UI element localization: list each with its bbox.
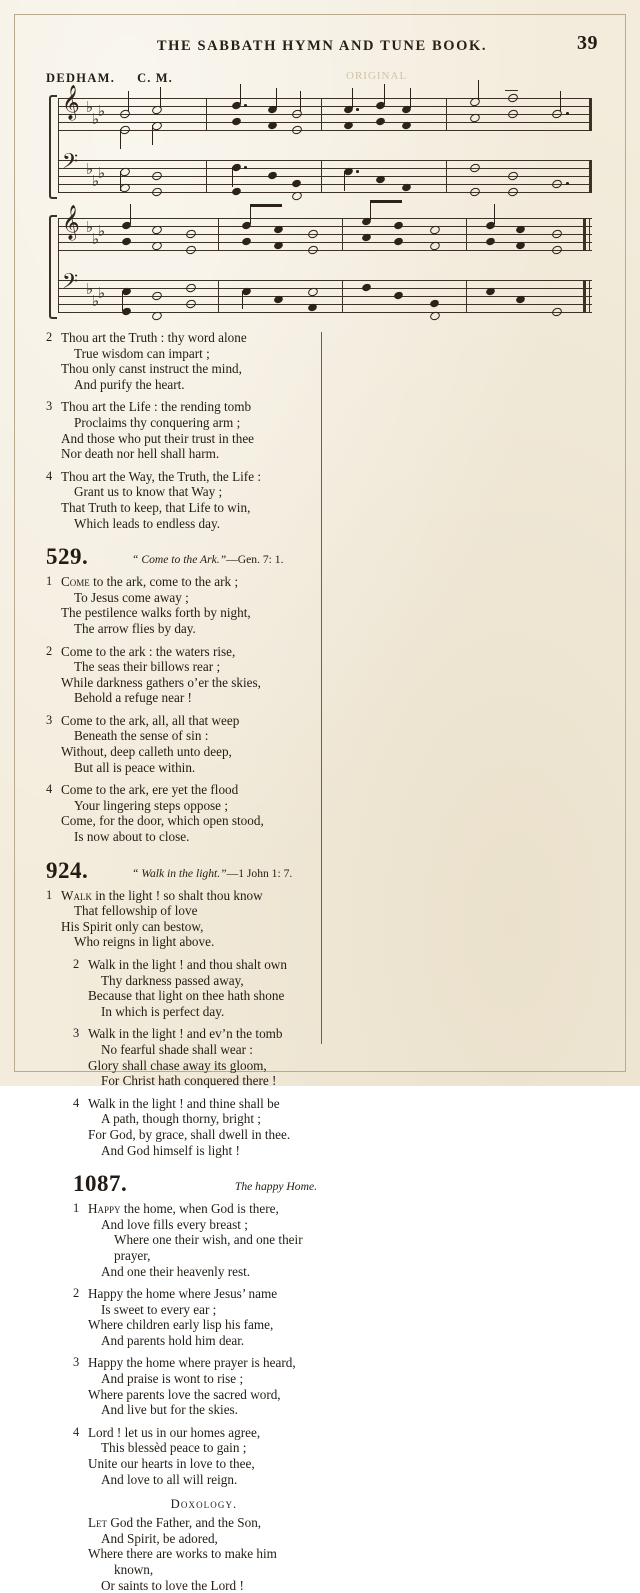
flat-icon: ♭ <box>92 112 100 128</box>
barline <box>321 98 322 130</box>
augmentation-dot <box>244 166 247 169</box>
doxology-line: Where there are works to make him <box>88 1546 277 1562</box>
hymn-number: 529. <box>46 544 89 570</box>
verse-number: 1 <box>46 574 53 589</box>
verse-line: Happy the home, when God is there, <box>88 1201 279 1217</box>
verse-line: That fellowship of love <box>74 903 198 919</box>
note-stem <box>494 204 495 224</box>
system-brace <box>49 95 57 199</box>
note-stem <box>160 87 161 107</box>
note-stem <box>240 84 241 104</box>
verse <box>73 1096 335 1158</box>
augmentation-dot <box>566 182 569 185</box>
verse-number: 2 <box>73 957 80 971</box>
flat-icon: ♭ <box>98 286 106 302</box>
verse-line: Nor death nor hell shall harm. <box>61 446 220 462</box>
verse-line: And praise is wont to rise ; <box>101 1371 244 1387</box>
note-stem <box>152 125 153 145</box>
barline <box>342 218 343 250</box>
verse-line: For God, by grace, shall dwell in thee. <box>88 1126 291 1142</box>
barline-final <box>589 160 592 192</box>
verse-line: Thou art the Truth : thy word alone <box>61 330 247 345</box>
note-stem <box>410 88 411 108</box>
verse-line: Walk in the light ! and thine shall be <box>88 1095 280 1111</box>
verse-first-word: Come <box>61 574 90 590</box>
flat-icon: ♭ <box>98 166 106 182</box>
verse <box>46 399 308 461</box>
verse-line: Unite our hearts in love to thee, <box>88 1456 255 1472</box>
verse-line: Grant us to know that Way ; <box>74 484 223 500</box>
verse-line: And love fills every breast ; <box>101 1216 248 1232</box>
verse <box>73 957 335 1019</box>
verse-line: Behold a refuge near ! <box>74 690 192 706</box>
hymn-subtitle <box>132 553 283 566</box>
hymn-subtitle-quote: “ Come to the Ark.” <box>132 553 227 567</box>
barline <box>342 280 343 312</box>
verse-line: In which is perfect day. <box>101 1003 225 1019</box>
right-column <box>73 957 335 1593</box>
flat-icon: ♭ <box>86 162 94 178</box>
doxology-heading: Doxology. <box>170 1497 238 1512</box>
verse-line: prayer, <box>114 1247 151 1263</box>
treble-clef-icon: 𝄞 <box>62 206 80 239</box>
note <box>121 307 132 317</box>
verse-line: Walk in the light ! and thou shalt own <box>88 957 287 972</box>
verse-number: 1 <box>73 1201 80 1216</box>
barline-final <box>589 218 590 250</box>
verse-number: 4 <box>46 468 53 483</box>
verse-line: For Christ hath conquered there ! <box>101 1073 277 1089</box>
beam <box>370 200 402 203</box>
verse-number: 3 <box>73 1355 80 1370</box>
bass-clef-icon: 𝄢 <box>62 271 79 298</box>
tune-meter: C. M. <box>137 71 173 85</box>
hymn-number: 924. <box>46 857 89 883</box>
flat-icon: ♭ <box>98 104 106 120</box>
note-stem <box>384 84 385 104</box>
hymn-subtitle-ref: —Gen. 7: 1. <box>226 553 284 567</box>
note-stem <box>120 129 121 149</box>
verse <box>46 888 308 950</box>
verse-line: Where children early lisp his fame, <box>88 1317 274 1333</box>
verse-line: Come to the ark : the waters rise, <box>61 643 236 659</box>
verse-line: This blessèd peace to gain ; <box>101 1440 247 1456</box>
doxology-line: And Spirit, be adored, <box>101 1530 218 1546</box>
verse <box>46 713 308 775</box>
barline-final <box>583 218 586 250</box>
hymn-heading-1087 <box>73 1171 335 1197</box>
column-divider <box>321 332 322 1044</box>
augmentation-dot <box>244 104 247 107</box>
beam <box>250 204 282 207</box>
verse-line: Come to the ark, come to the ark ; <box>61 574 239 590</box>
flat-icon: ♭ <box>86 100 94 116</box>
verse-line: Walk in the light ! and ev’n the tomb <box>88 1026 283 1042</box>
verse-line: Thou art the Life : the rending tomb <box>61 399 252 415</box>
verse-line: But all is peace within. <box>74 759 196 775</box>
tune-name: DEDHAM. <box>46 71 116 85</box>
barline <box>446 160 447 192</box>
hymn-subtitle <box>132 867 292 880</box>
note-stem <box>300 91 301 111</box>
verse-line: Lord ! let us in our homes agree, <box>88 1424 261 1440</box>
verse <box>46 644 308 706</box>
verse-line: Come to the ark, ere yet the flood <box>61 782 239 798</box>
verse-number: 4 <box>73 1095 80 1110</box>
music-system-2 <box>46 206 598 322</box>
verse-number: 2 <box>73 1286 80 1301</box>
verse-line: Thy darkness passed away, <box>101 972 244 988</box>
verse-line: Who reigns in light above. <box>74 934 215 950</box>
barline-final <box>583 280 586 312</box>
verse <box>73 1425 335 1487</box>
music-notation <box>46 86 598 322</box>
note-stem <box>232 167 233 187</box>
barline <box>466 280 467 312</box>
verse-line: Your lingering steps oppose ; <box>74 797 228 813</box>
note-stem <box>352 88 353 108</box>
verse <box>73 1355 335 1417</box>
verse <box>46 782 308 844</box>
running-head: THE SABBATH HYMN AND TUNE BOOK. <box>156 38 488 54</box>
verse-number: 1 <box>46 887 53 902</box>
hymn-subtitle-quote: “ Walk in the light.” <box>132 866 227 880</box>
note-stem <box>560 91 561 111</box>
verse-line: Beneath the sense of sin : <box>74 728 209 744</box>
flat-icon: ♭ <box>92 232 100 248</box>
flat-icon: ♭ <box>86 220 94 236</box>
verse <box>73 1026 335 1088</box>
hymn-subtitle: The happy Home. <box>234 1180 317 1194</box>
augmentation-dot <box>356 108 359 111</box>
verse <box>73 1286 335 1348</box>
ledger-line <box>505 90 518 91</box>
verse-line: Where one their wish, and one their <box>114 1232 303 1248</box>
verse-line: No fearful shade shall wear : <box>101 1041 253 1057</box>
verse-line: Is now about to close. <box>74 829 190 845</box>
verse-line: The seas their billows rear ; <box>74 659 221 675</box>
verse-line: Without, deep calleth unto deep, <box>61 744 232 760</box>
verse-line: True wisdom can impart ; <box>74 345 210 361</box>
barline <box>206 98 207 130</box>
verse <box>46 330 308 392</box>
note-stem <box>344 171 345 191</box>
verse-line: Come, for the door, which open stood, <box>61 813 264 829</box>
system-brace <box>49 215 57 319</box>
verse <box>46 574 308 636</box>
verse-line: And those who put their trust in thee <box>61 430 255 446</box>
verse-line: Come to the ark, all, all that weep <box>61 712 240 728</box>
barline-final <box>589 280 590 312</box>
doxology-first-word: Let <box>88 1515 108 1531</box>
verse-number: 3 <box>73 1026 80 1041</box>
flat-icon: ♭ <box>92 174 100 190</box>
verse-line: Is sweet to every ear ; <box>101 1301 217 1317</box>
flat-icon: ♭ <box>92 294 100 310</box>
augmentation-dot <box>356 170 359 173</box>
verse <box>46 469 308 531</box>
verse <box>73 1201 335 1279</box>
barline <box>321 160 322 192</box>
verse-number: 3 <box>46 712 53 727</box>
verse-line: A path, though thorny, bright ; <box>101 1111 261 1127</box>
hymn-number: 1087. <box>73 1171 128 1197</box>
doxology-line: known, <box>114 1562 154 1577</box>
note-stem <box>370 200 371 220</box>
bass-clef-icon: 𝄢 <box>62 151 79 178</box>
verse-line: The arrow flies by day. <box>74 620 196 636</box>
verse-line: That Truth to keep, that Life to win, <box>61 499 251 515</box>
verse-number: 4 <box>73 1424 80 1439</box>
barline <box>58 98 59 193</box>
verse-line: Proclaims thy conquering arm ; <box>74 414 241 430</box>
verse-line: Happy the home where Jesus’ name <box>88 1286 278 1302</box>
verse-line: Where parents love the sacred word, <box>88 1386 281 1402</box>
verse-line: Which leads to endless day. <box>74 515 220 531</box>
bleedthrough-text: ORIGINAL <box>346 70 408 82</box>
verse-number: 2 <box>46 330 53 344</box>
barline <box>218 218 219 250</box>
verse-line: To Jesus come away ; <box>74 589 189 605</box>
doxology-line: Or saints to love the Lord ! <box>101 1577 244 1593</box>
verse-line: Happy the home where prayer is heard, <box>88 1355 296 1371</box>
barline <box>466 218 467 250</box>
note-stem <box>242 291 243 309</box>
verse-line: The pestilence walks forth by night, <box>61 605 251 621</box>
flat-icon: ♭ <box>98 224 106 240</box>
verse-line: Glory shall chase away its gloom, <box>88 1057 267 1073</box>
note-stem <box>276 88 277 108</box>
barline <box>58 218 59 313</box>
barline <box>218 280 219 312</box>
verse-line: And God himself is light ! <box>101 1142 240 1158</box>
note-stem <box>130 204 131 224</box>
verse-first-word: Happy <box>88 1201 121 1217</box>
note-stem <box>478 80 479 100</box>
verse-first-word: Walk <box>61 887 92 903</box>
page-number: 39 <box>577 32 598 54</box>
note-stem <box>250 204 251 224</box>
verse-number: 2 <box>46 643 53 658</box>
barline <box>446 98 447 130</box>
bass-staff-lines <box>58 280 592 313</box>
verse-line: Walk in the light ! so shalt thou know <box>61 887 263 903</box>
note-stem <box>128 91 129 111</box>
note <box>231 187 242 197</box>
tune-heading <box>46 71 598 86</box>
verse-number: 4 <box>46 782 53 797</box>
verse-line: And parents hold him dear. <box>101 1332 245 1348</box>
verse-line: And purify the heart. <box>74 376 185 392</box>
barline-final <box>589 98 592 130</box>
doxology-body: Let God the Father, and the Son, And Spirit, be adored, Where there are works to make him known, Or saints to love the Lord ! <box>73 1515 335 1593</box>
verse-line: While darkness gathers o’er the skies, <box>61 674 261 690</box>
verse-line: His Spirit only can bestow, <box>61 918 204 934</box>
hymn-columns <box>46 330 598 1593</box>
hymn-subtitle-ref: —1 John 1: 7. <box>226 866 293 880</box>
flat-icon: ♭ <box>86 282 94 298</box>
hymn-heading-924 <box>46 858 308 884</box>
verse-line: And live but for the skies. <box>101 1402 238 1418</box>
treble-staff-lines <box>58 218 592 251</box>
verse-line: Thou only canst instruct the mind, <box>61 361 242 377</box>
music-system-1 <box>46 86 598 204</box>
augmentation-dot <box>566 112 569 115</box>
verse-line: And one their heavenly rest. <box>101 1263 251 1279</box>
hymn-heading-529 <box>46 544 308 570</box>
barline <box>206 160 207 192</box>
verse-line: Thou art the Way, the Truth, the Life : <box>61 468 262 484</box>
verse-line: Because that light on thee hath shone <box>88 988 285 1004</box>
verse-line: And love to all will reign. <box>101 1471 238 1487</box>
verse-number: 3 <box>46 399 53 414</box>
treble-clef-icon: 𝄞 <box>62 86 80 119</box>
left-column <box>46 330 308 957</box>
page-content <box>46 30 598 1593</box>
